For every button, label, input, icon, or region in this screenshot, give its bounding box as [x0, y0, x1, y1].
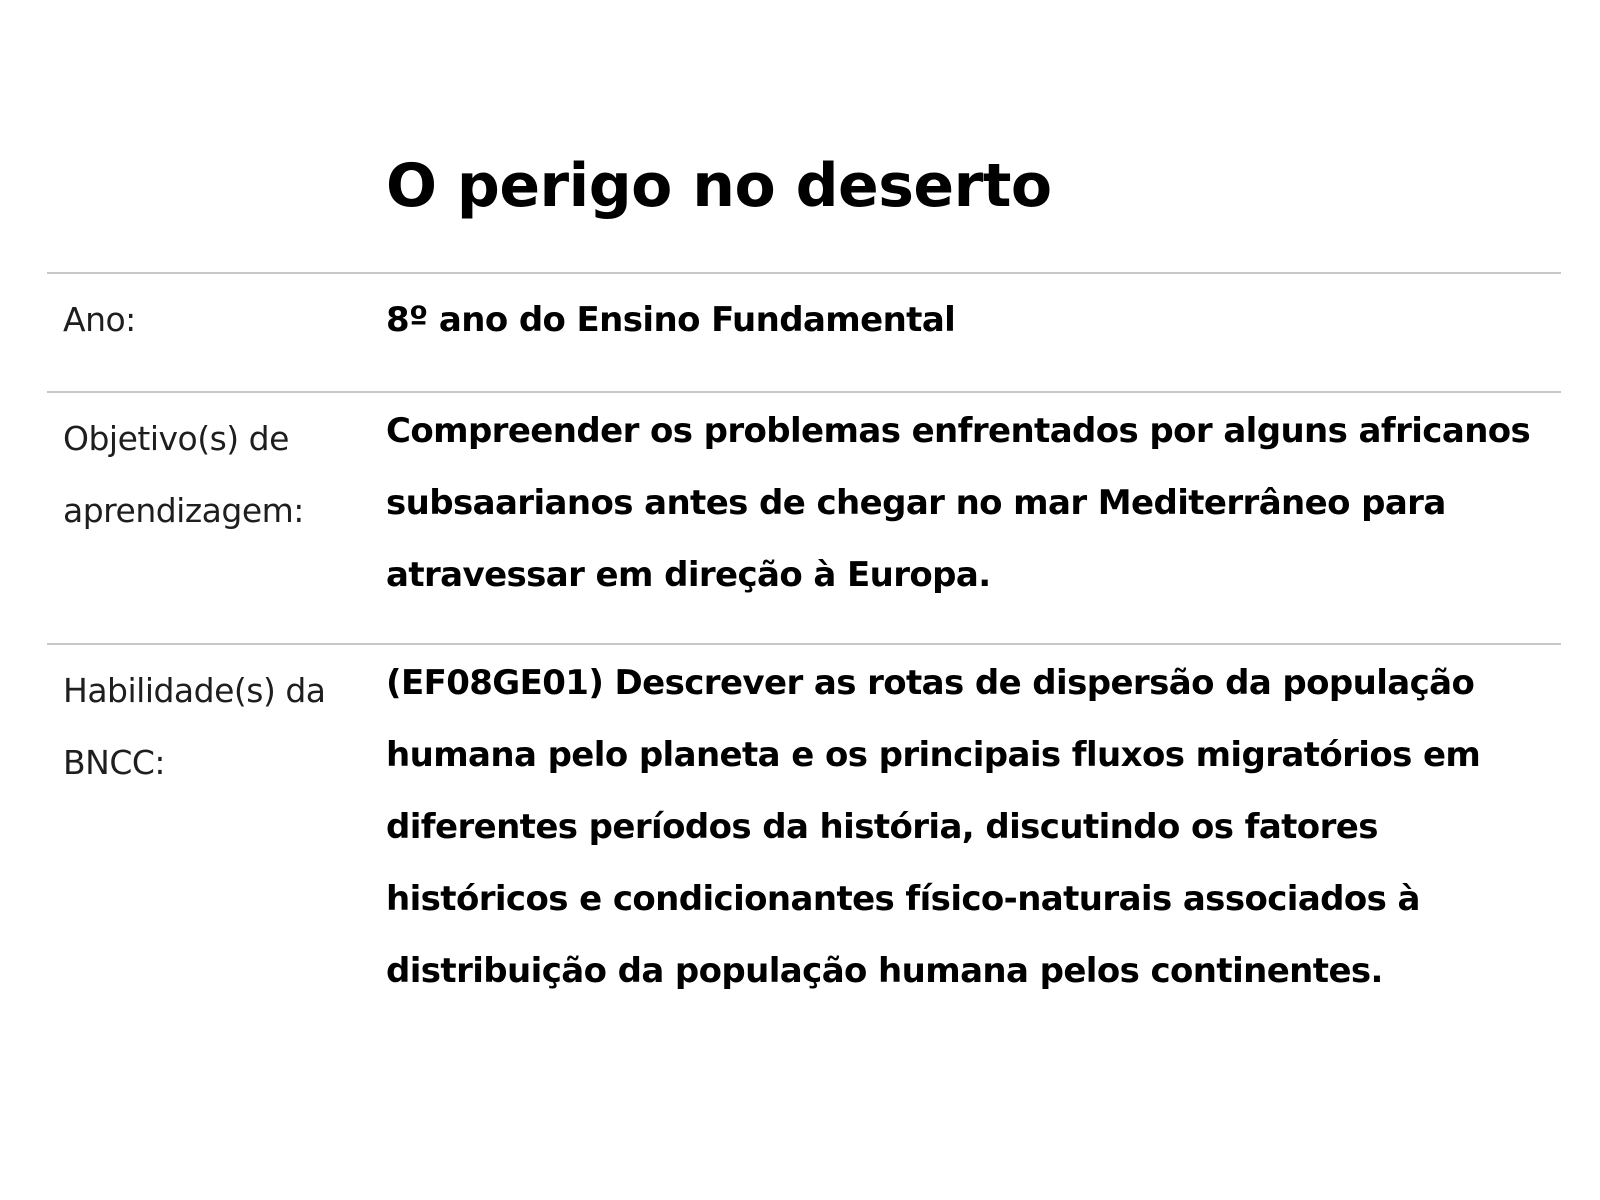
page-title: O perigo no deserto [386, 151, 1052, 221]
value-objetivos: Compreender os problemas enfrentados por alguns africanos subsaarianos antes de chegar no mar Mediterrâneo para atravessar em direção à Europa. [386, 411, 1531, 595]
row-ano [47, 272, 1561, 391]
row-bncc [47, 643, 1561, 1003]
label-ano: Ano: [63, 300, 136, 339]
row-objetivos [47, 391, 1561, 643]
value-ano: 8º ano do Ensino Fundamental [386, 300, 956, 340]
label-bncc: Habilidade(s) da BNCC: [63, 671, 326, 782]
info-table [47, 272, 1561, 1003]
value-bncc: (EF08GE01) Descrever as rotas de dispersão da população humana pelo planeta e os principais fluxos migratórios em diferentes períodos da história, discutindo os fatores históricos e condicionantes físico-naturais associados à distribuição da população humana pelos continentes. [386, 663, 1481, 991]
label-objetivos: Objetivo(s) de aprendizagem: [63, 419, 304, 530]
